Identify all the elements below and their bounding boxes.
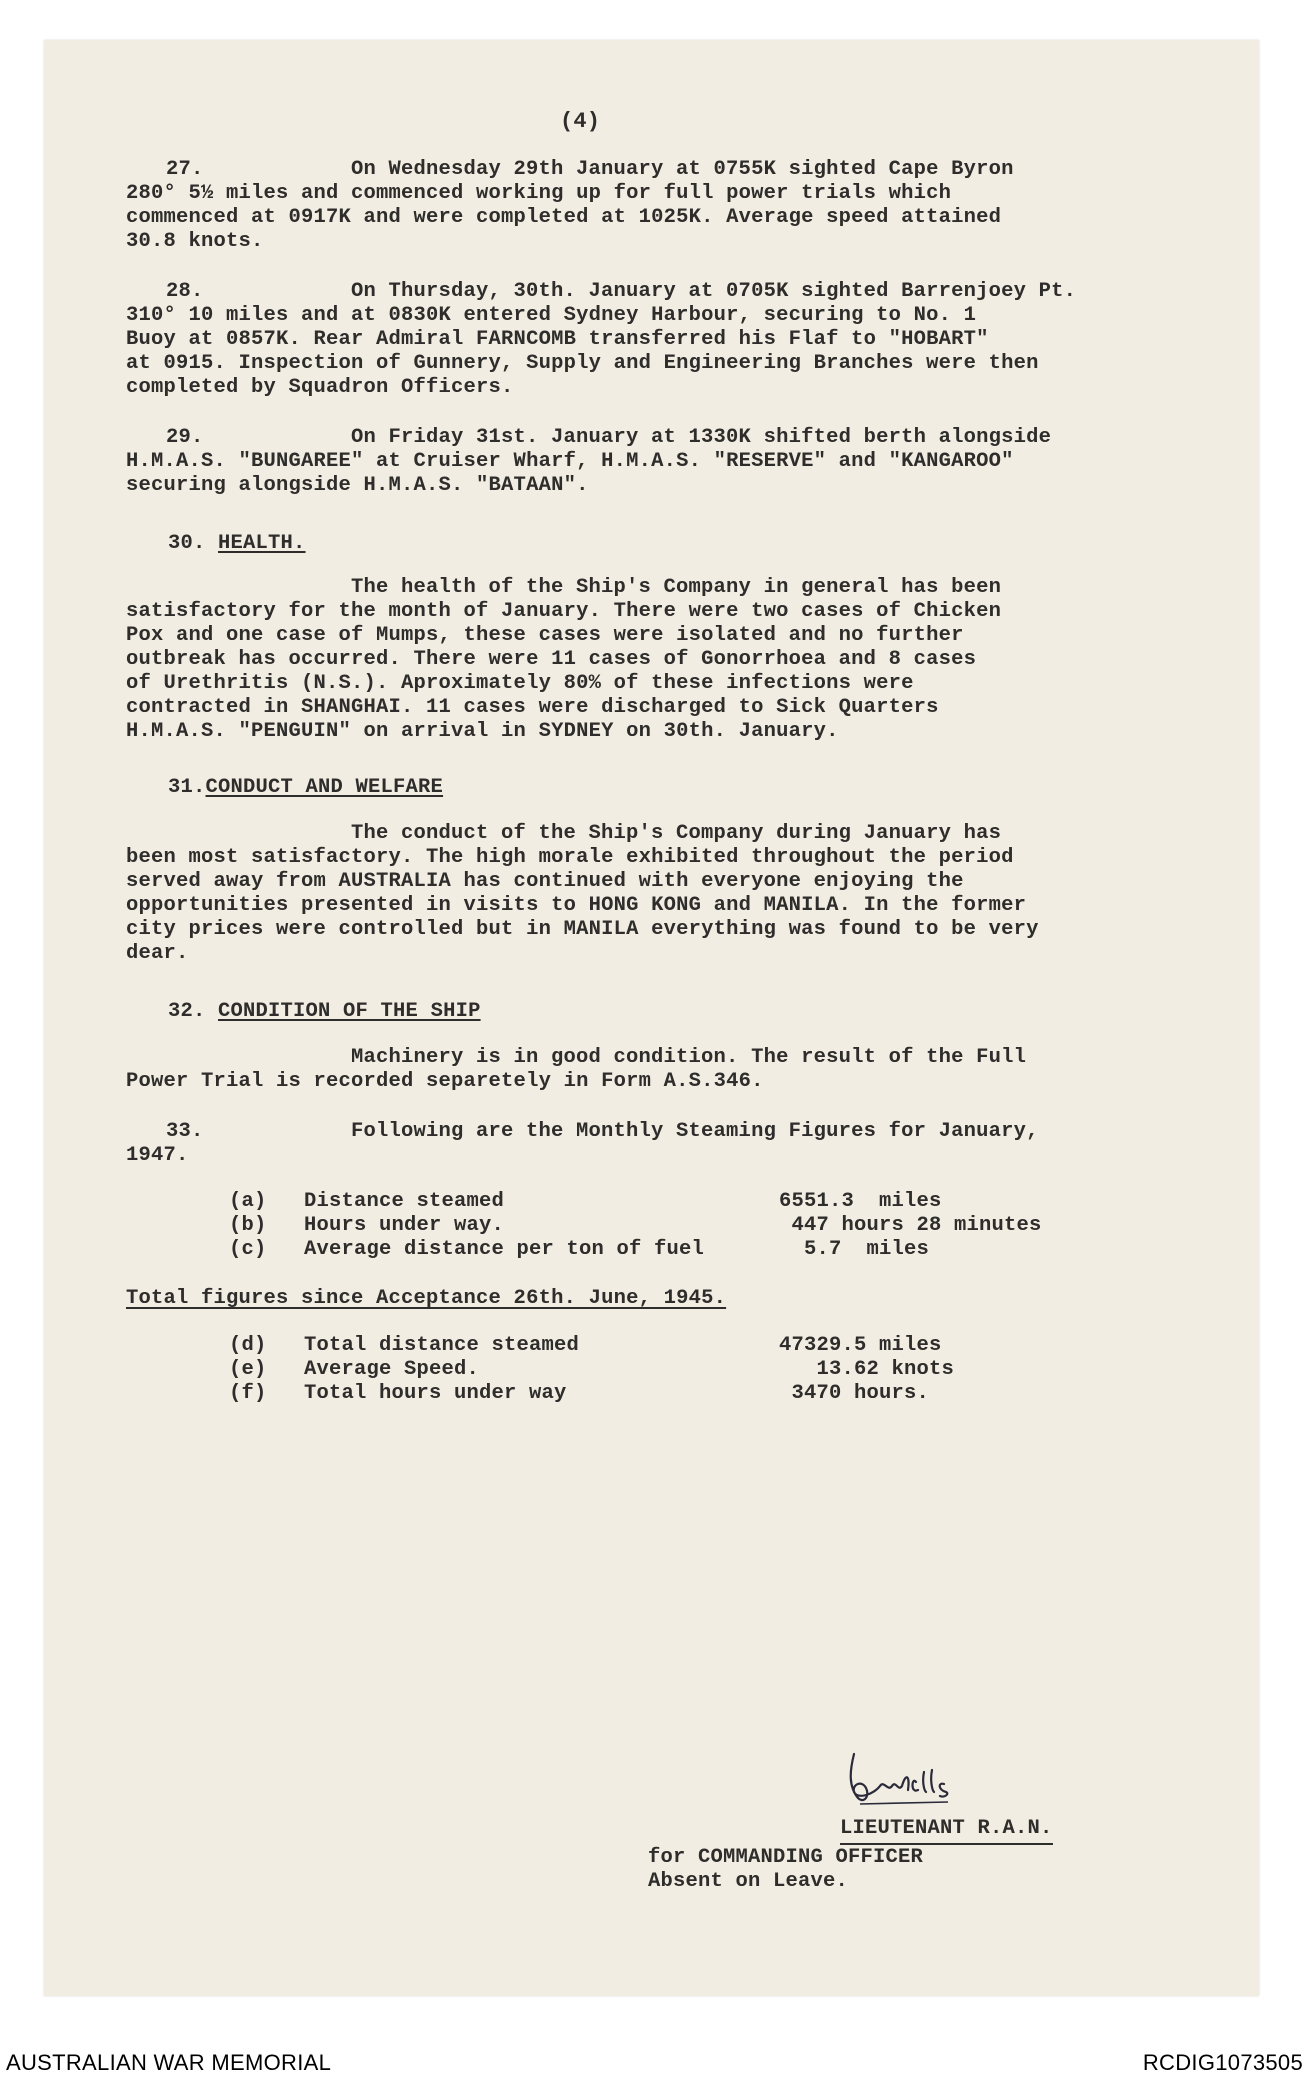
section-number: 30. [168, 532, 206, 555]
paragraph-line: H.M.A.S. "BUNGAREE" at Cruiser Wharf, H.M.A.S. "RESERVE" and "KANGAROO" [126, 450, 1014, 473]
section-number: 31. [168, 776, 206, 799]
paragraph-line: completed by Squadron Officers. [126, 376, 514, 399]
footer-institution: AUSTRALIAN WAR MEMORIAL [6, 2050, 332, 2075]
paragraph-line: Power Trial is recorded separetely in Form A.S.346. [126, 1070, 764, 1093]
paragraph-line: dear. [126, 942, 189, 965]
section-heading-conduct [168, 776, 443, 800]
paragraph-number: 29. [166, 426, 204, 449]
item-value: 47329.5 miles [779, 1334, 942, 1357]
paragraph-line: served away from AUSTRALIA has continued with everyone enjoying the [126, 870, 964, 893]
item-letter: (c) [229, 1238, 267, 1261]
paragraph-line: H.M.A.S. "PENGUIN" on arrival in SYDNEY on 30th. January. [126, 720, 839, 743]
totals-heading: Total figures since Acceptance 26th. June, 1945. [126, 1287, 727, 1310]
page-number: (4) [560, 109, 601, 134]
item-letter: (d) [229, 1334, 267, 1357]
typed-report [44, 40, 1259, 1996]
paragraph-line: 310° 10 miles and at 0830K entered Sydney Harbour, securing to No. 1 [126, 304, 977, 327]
paragraph-line: Machinery is in good condition. The result of the Full [351, 1046, 1027, 1069]
paragraph-health [126, 576, 1196, 744]
section-heading-health [168, 532, 306, 556]
item-value: 13.62 knots [779, 1358, 955, 1381]
paragraph-29 [126, 426, 1196, 498]
paragraph-line: Buoy at 0857K. Rear Admiral FARNCOMB transferred his Flaf to "HOBART" [126, 328, 989, 351]
paragraph-line: On Friday 31st. January at 1330K shifted berth alongside [351, 426, 1052, 449]
item-value: 447 hours 28 minutes [779, 1214, 1042, 1237]
totals-item-f [229, 1382, 1129, 1406]
paragraph-line: securing alongside H.M.A.S. "BATAAN". [126, 474, 589, 497]
paragraph-line: outbreak has occurred. There were 11 cases of Gonorrhoea and 8 cases [126, 648, 977, 671]
item-letter: (e) [229, 1358, 267, 1381]
absent-on-leave: Absent on Leave. [648, 1870, 849, 1893]
paragraph-conduct [126, 822, 1196, 966]
totals-item-d [229, 1334, 1129, 1358]
paragraph-line: commenced at 0917K and were completed at 1025K. Average speed attained [126, 206, 1002, 229]
item-value: 6551.3 miles [779, 1190, 942, 1213]
steaming-item-a [229, 1190, 1129, 1214]
item-letter: (a) [229, 1190, 267, 1213]
item-label: Distance steamed [304, 1190, 505, 1213]
section-title: CONDITION OF THE SHIP [218, 1000, 481, 1023]
for-commanding-officer: for COMMANDING OFFICER [648, 1846, 924, 1869]
paragraph-line: at 0915. Inspection of Gunnery, Supply and Engineering Branches were then [126, 352, 1039, 375]
item-label: Average distance per ton of fuel [304, 1238, 705, 1261]
section-number: 32. [168, 1000, 206, 1023]
item-label: Hours under way. [304, 1214, 505, 1237]
paragraph-line: opportunities presented in visits to HONG KONG and MANILA. In the former [126, 894, 1027, 917]
item-label: Total distance steamed [304, 1334, 580, 1357]
paragraph-number: 27. [166, 158, 204, 181]
paragraph-line: been most satisfactory. The high morale exhibited throughout the period [126, 846, 1014, 869]
footer-record-id: RCDIG1073505 [1142, 2050, 1303, 2075]
paragraph-line: 30.8 knots. [126, 230, 264, 253]
steaming-item-c [229, 1238, 1129, 1262]
item-letter: (f) [229, 1382, 267, 1405]
paragraph-number: 33. [166, 1120, 204, 1143]
paragraph-line: of Urethritis (N.S.). Aproximately 80% of these infections were [126, 672, 914, 695]
item-value: 3470 hours. [779, 1382, 930, 1405]
paragraph-line: On Wednesday 29th January at 0755K sighted Cape Byron [351, 158, 1014, 181]
item-value: 5.7 miles [779, 1238, 930, 1261]
document-page [44, 40, 1259, 1996]
paragraph-28 [126, 280, 1196, 400]
paragraph-line: Following are the Monthly Steaming Figures for January, [351, 1120, 1039, 1143]
paragraph-line: On Thursday, 30th. January at 0705K sighted Barrenjoey Pt. [351, 280, 1077, 303]
handwritten-signature [840, 1746, 960, 1814]
item-label: Total hours under way [304, 1382, 567, 1405]
section-title: CONDUCT AND WELFARE [205, 776, 444, 799]
paragraph-line: 280° 5½ miles and commenced working up for full power trials which [126, 182, 952, 205]
paragraph-line: 1947. [126, 1144, 189, 1167]
paragraph-line: The conduct of the Ship's Company during January has [351, 822, 1002, 845]
section-heading-condition [168, 1000, 481, 1024]
paragraph-line: contracted in SHANGHAI. 11 cases were discharged to Sick Quarters [126, 696, 939, 719]
paragraph-steaming [126, 1120, 1196, 1168]
signatory-rank: LIEUTENANT R.A.N. [840, 1817, 1053, 1845]
steaming-item-b [229, 1214, 1129, 1238]
paragraph-number: 28. [166, 280, 204, 303]
paragraph-line: satisfactory for the month of January. There were two cases of Chicken [126, 600, 1002, 623]
paragraph-condition [126, 1046, 1196, 1094]
paragraph-line: Pox and one case of Mumps, these cases were isolated and no further [126, 624, 964, 647]
paragraph-line: The health of the Ship's Company in general has been [351, 576, 1002, 599]
totals-item-e [229, 1358, 1129, 1382]
item-letter: (b) [229, 1214, 267, 1237]
item-label: Average Speed. [304, 1358, 480, 1381]
section-title: HEALTH. [218, 532, 306, 555]
paragraph-27 [126, 158, 1196, 254]
paragraph-line: city prices were controlled but in MANILA everything was found to be very [126, 918, 1039, 941]
